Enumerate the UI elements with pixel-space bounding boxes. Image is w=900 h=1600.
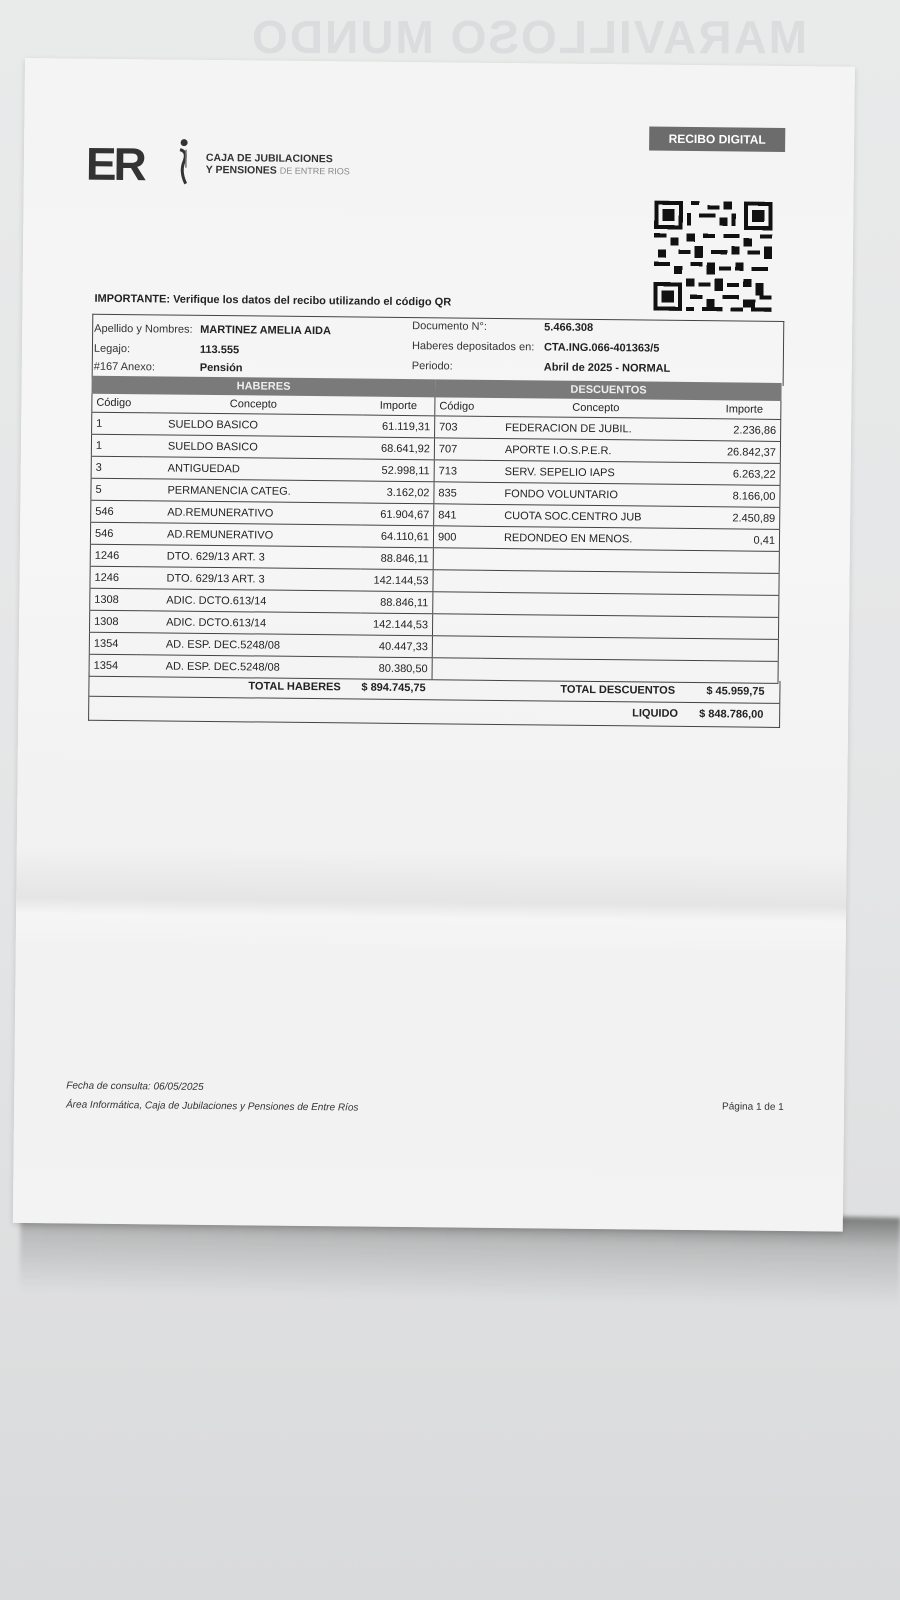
legajo-value: 113.555 [199,343,240,357]
org-name-line1: CAJA DE JUBILACIONES [205,151,333,166]
org-name-line2 [206,164,350,178]
org-name-line2-light: DE ENTRE RIOS [279,165,350,177]
haberes-cell-importe: 80.380,50 [360,657,433,680]
haberes-cell-concepto: ANTIGUEDAD [144,457,362,481]
haberes-cell-codigo: 546 [90,522,143,545]
descuentos-cell-concepto [481,570,706,594]
haberes-cell-codigo: 1308 [89,610,142,633]
descuentos-cell-importe [706,573,779,596]
descuentos-cell-concepto: REDONDEO EN MENOS. [482,526,707,550]
total-haberes-label: TOTAL HABERES [248,680,341,694]
org-name-line2-bold: Y PENSIONES [205,163,277,177]
haberes-col-codigo: Código [92,394,145,413]
background-print-through: MARAVILLOSO MUNDO [250,11,808,63]
haberes-cell-importe: 142.144,53 [360,569,433,592]
haberes-cell-codigo: 1246 [90,566,143,589]
haberes-cell-codigo: 3 [91,456,144,479]
haberes-cell-concepto: AD.REMUNERATIVO [143,501,361,525]
anexo-label: #167 Anexo: [93,360,156,374]
descuentos-cell-codigo: 841 [434,504,482,527]
haberes-cell-codigo: 1 [92,412,145,435]
liquido-value: $ 848.786,00 [699,708,764,721]
descuentos-cell-codigo: 707 [435,438,483,461]
anexo-value: Pensión [199,361,243,375]
haberes-cell-concepto: SUELDO BASICO [144,435,362,459]
area-informatica: Área Informática, Caja de Jubilaciones y Pensiones de Entre Ríos [65,1099,359,1114]
haberes-cell-importe: 61.119,31 [362,415,435,438]
totals-divider [89,696,779,704]
haberes-table [89,394,436,681]
haberes-cell-codigo: 1308 [90,588,143,611]
haberes-cell-codigo: 546 [91,500,144,523]
recibo-digital-badge: RECIBO DIGITAL [649,127,785,152]
descuentos-table [433,397,782,684]
haberes-cell-codigo: 1246 [90,544,143,567]
haberes-cell-importe: 64.110,61 [361,525,434,548]
descuentos-cell-importe [706,617,779,640]
descuentos-cell-concepto [482,548,707,572]
name-value: MARTINEZ AMELIA AIDA [200,323,331,338]
total-descuentos-value: $ 45.959,75 [706,685,765,698]
haberes-cell-importe: 68.641,92 [362,437,435,460]
legajo-label: Legajo: [93,342,131,356]
descuentos-cell-codigo: 703 [435,416,483,439]
haberes-cell-concepto: ADIC. DCTO.613/14 [142,589,360,613]
descuentos-cell-concepto: FONDO VOLUNTARIO [482,482,707,506]
descuentos-cell-importe: 6.263,22 [708,463,781,486]
haberes-cell-codigo: 1354 [89,654,142,677]
haberes-depositados-label: Haberes depositados en: [411,340,535,354]
descuentos-cell-concepto: SERV. SEPELIO IAPS [483,460,708,484]
haberes-cell-concepto: AD.REMUNERATIVO [143,523,361,547]
haberes-cell-importe: 88.846,11 [361,547,434,570]
descuentos-cell-importe: 26.842,37 [708,441,781,464]
haberes-cell-concepto: SUELDO BASICO [144,413,362,437]
descuentos-cell-codigo [434,548,482,571]
haberes-cell-concepto: DTO. 629/13 ART. 3 [142,567,360,591]
important-notice: IMPORTANTE: Verifique los datos del recibo utilizando el código QR [94,292,452,309]
haberes-cell-codigo: 1 [91,434,144,457]
qr-code [652,201,773,312]
haberes-cell-concepto: AD. ESP. DEC.5248/08 [142,633,360,657]
descuentos-cell-codigo [433,592,481,615]
liquido-label: LIQUIDO [632,707,679,720]
haberes-col-concepto: Concepto [144,394,362,415]
total-haberes-value: $ 894.745,75 [361,681,426,695]
haberes-rows [89,412,435,680]
descuentos-cell-importe [707,551,780,574]
descuentos-cell-codigo [433,636,481,659]
descuentos-cell-importe: 2.450,89 [707,507,780,530]
descuentos-col-concepto: Concepto [483,398,708,419]
paper-fold [16,848,847,967]
documento-label: Documento N°: [412,320,487,333]
haberes-cell-importe: 52.998,11 [362,459,435,482]
descuentos-cell-concepto [481,592,706,616]
periodo-value: Abril de 2025 - NORMAL [543,361,671,375]
descuentos-cell-concepto: APORTE I.O.S.P.E.R. [483,438,708,462]
descuentos-cell-concepto: FEDERACION DE JUBIL. [483,416,708,440]
descuentos-rows [433,416,781,684]
haberes-col-importe: Importe [362,397,435,416]
descuentos-cell-codigo: 835 [434,482,482,505]
page-number: Página 1 de 1 [721,1101,784,1114]
haberes-cell-importe: 40.447,33 [360,635,433,658]
total-descuentos-label: TOTAL DESCUENTOS [560,683,676,697]
descuentos-cell-codigo: 713 [435,460,483,483]
descuentos-cell-importe [706,639,779,662]
descuentos-cell-codigo [433,570,481,593]
haberes-cell-codigo: 5 [91,478,144,501]
receipt-paper [13,58,855,1232]
haberes-cell-concepto: AD. ESP. DEC.5248/08 [142,655,360,679]
haberes-depositados-value: CTA.ING.066-401363/5 [543,341,660,355]
descuentos-cell-codigo [433,614,481,637]
haberes-section-title: HABERES [91,376,435,398]
descuentos-section-title: DESCUENTOS [435,379,781,401]
haberes-cell-concepto: DTO. 629/13 ART. 3 [143,545,361,569]
descuentos-cell-importe: 2.236,86 [708,419,781,442]
periodo-label: Periodo: [411,360,453,373]
descuentos-col-importe: Importe [708,400,781,419]
descuentos-col-codigo: Código [435,397,483,416]
haberes-cell-importe: 88.846,11 [360,591,433,614]
er-logo: ER [85,137,145,191]
haberes-cell-importe: 61.904,67 [361,503,434,526]
descuentos-cell-concepto: CUOTA SOC.CENTRO JUB [482,504,707,528]
haberes-cell-concepto: ADIC. DCTO.613/14 [142,611,360,635]
org-name [206,152,350,178]
descuentos-cell-codigo: 900 [434,526,482,549]
descuentos-cell-importe: 0,41 [707,529,780,552]
documento-value: 5.466.308 [544,321,594,334]
name-label: Apellido y Nombres: [94,322,193,336]
descuentos-cell-concepto [481,614,706,638]
descuentos-cell-importe: 8.166,00 [707,485,780,508]
haberes-cell-concepto: PERMANENCIA CATEG. [143,479,361,503]
fecha-consulta: Fecha de consulta: 06/05/2025 [66,1080,204,1093]
descuentos-cell-concepto [481,636,706,660]
descuentos-cell-importe [706,595,779,618]
haberes-cell-codigo: 1354 [89,632,142,655]
caja-logo-icon [174,138,195,186]
haberes-cell-importe: 142.144,53 [360,613,433,636]
haberes-cell-importe: 3.162,02 [361,481,434,504]
